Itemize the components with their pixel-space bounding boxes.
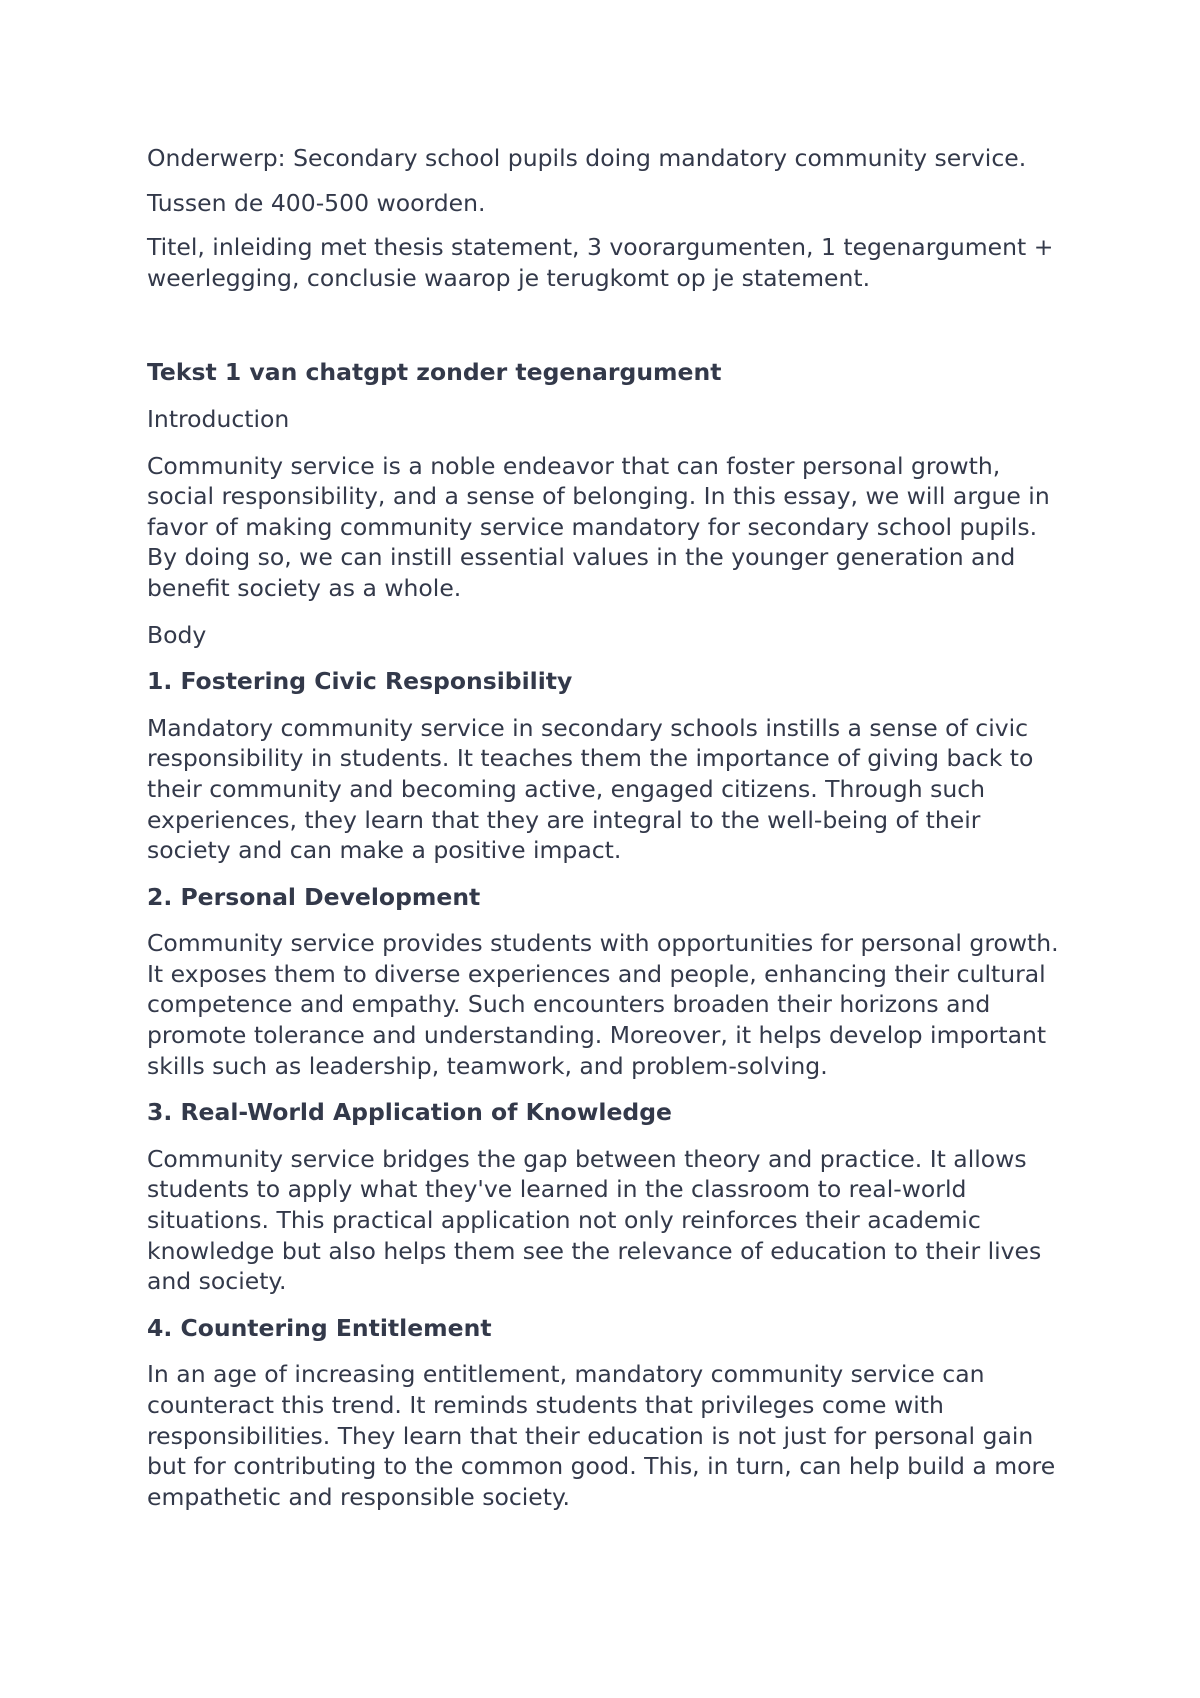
body-label: Body xyxy=(147,620,207,649)
section-heading-countering-entitlement: 4. Countering Entitlement xyxy=(147,1313,492,1342)
assignment-structure: Titel, inleiding met thesis statement, 3 voorargumenten, 1 tegenargument + weerlegging, conclusie waarop je terugkomt op je statement. xyxy=(147,233,1054,292)
assignment-subject: Onderwerp: Secondary school pupils doing mandatory community service. xyxy=(147,144,1027,172)
section-paragraph-civic-responsibility: Mandatory community service in secondary schools instills a sense of civic responsibility in students. It teaches them the importance of giving back to their community and becoming active, engaged citizens. Through such experiences, they learn that they are integral to the well-being of their society and can make a positive impact. xyxy=(147,713,1034,865)
document-page xyxy=(147,143,1067,1528)
section-heading-real-world-application: 3. Real-World Application of Knowledge xyxy=(147,1098,672,1127)
section-heading-personal-development: 2. Personal Development xyxy=(147,882,481,911)
assignment-word-count: Tussen de 400-500 woorden. xyxy=(147,188,486,217)
section-paragraph-countering-entitlement: In an age of increasing entitlement, mandatory community service can counteract this trend. It reminds students that privileges come with responsibilities. They learn that their education is not just for personal gain but for contributing to the common good. This, in turn, can help build a more empathetic and responsible society. xyxy=(147,1360,1056,1511)
section-paragraph-personal-development: Community service provides students with opportunities for personal growth. It exposes them to diverse experiences and people, enhancing their cultural competence and empathy. Such encounters broaden their horizons and promote tolerance and understanding. Moreover, it helps develop important skills such as leadership, teamwork, and problem-solving. xyxy=(147,929,1059,1080)
intro-paragraph: Community service is a noble endeavor that can foster personal growth, social responsibility, and a sense of belonging. In this essay, we will argue in favor of making community service mandatory for secondary school pupils. By doing so, we can instill essential values in the younger generation and benefit society as a whole. xyxy=(147,451,1050,602)
section-paragraph-real-world-application: Community service bridges the gap between theory and practice. It allows students to apply what they've learned in the classroom to real-world situations. This practical application not only reinforces their academic knowledge but also helps them see the relevance of education to their lives and society. xyxy=(147,1144,1042,1296)
essay-title: Tekst 1 van chatgpt zonder tegenargument xyxy=(147,358,722,387)
section-heading-civic-responsibility: 1. Fostering Civic Responsibility xyxy=(147,667,573,696)
intro-label: Introduction xyxy=(147,404,290,433)
